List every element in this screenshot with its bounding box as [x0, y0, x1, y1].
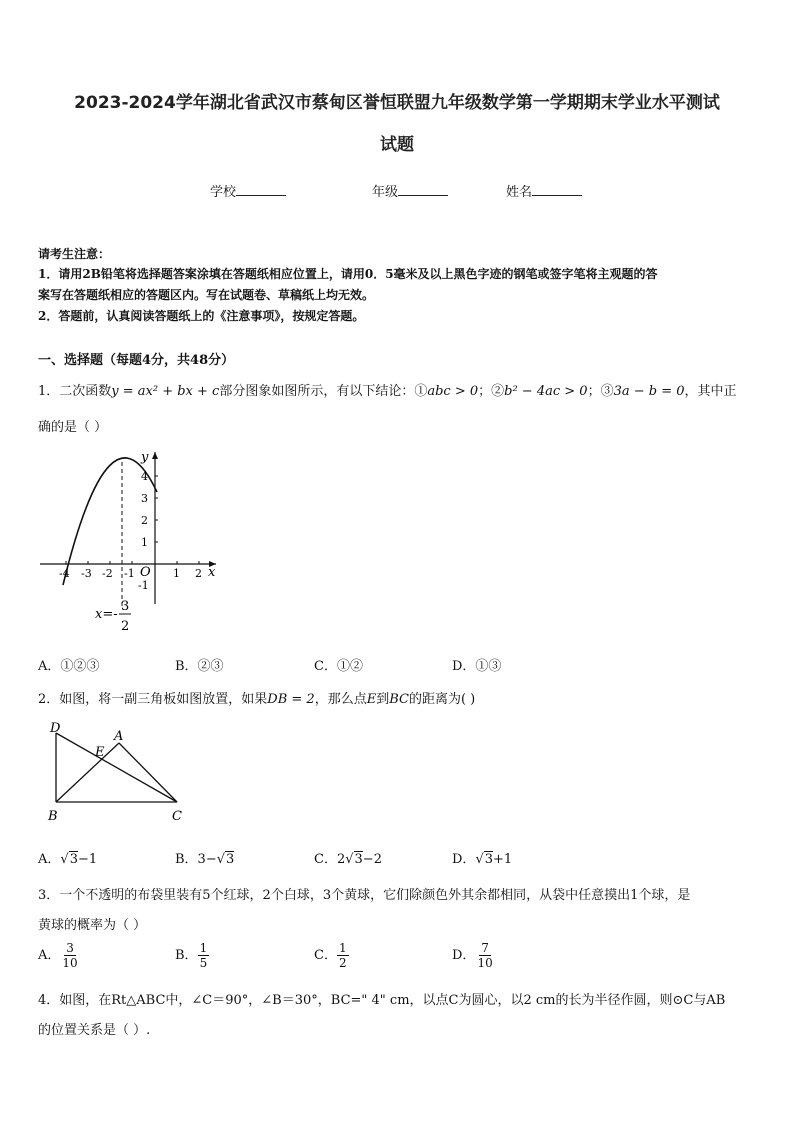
- question-1-stem: 1．二次函数y = ax² + bx + c部分图象如图所示，有以下结论：①abc > 0；②b² − 4ac > 0；③3a − b = 0，其中正: [38, 384, 737, 399]
- q1-conclusion-1: abc > 0: [427, 384, 479, 399]
- notice-heading: 请考生注意：: [38, 247, 111, 261]
- point-d-label: D: [50, 721, 61, 736]
- point-b-label: B: [48, 809, 58, 824]
- x-tick-label: -2: [102, 567, 113, 580]
- question-2-stem: 2．如图，将一副三角板如图放置，如果DB = 2，那么点E到BC的距离为( ): [38, 692, 476, 707]
- q2-condition: DB = 2: [267, 692, 315, 707]
- q1-function-expression: y = ax² + bx + c: [111, 384, 220, 399]
- y-axis-arrow: [152, 452, 158, 459]
- x-tick-label: -1: [124, 567, 135, 580]
- symmetry-fraction-num: 3: [121, 599, 130, 614]
- y-tick-label: 1: [141, 536, 148, 549]
- q2-triangles-figure: [44, 718, 194, 826]
- q2-option-d[interactable]: D．√3+1: [452, 852, 513, 867]
- q2-option-c[interactable]: C．2√3−2: [314, 852, 382, 867]
- school-label: 学校: [210, 185, 237, 200]
- question-4-stem-cont: 的位置关系是（ ）.: [38, 1023, 151, 1038]
- q1-option-c[interactable]: C．①②: [314, 659, 363, 674]
- notice-item-2: 2．答题前，认真阅读答题纸上的《注意事项》，按规定答题。: [38, 309, 365, 323]
- y-tick-label: -1: [138, 579, 149, 592]
- y-tick-label: 3: [141, 492, 148, 505]
- x-axis-label: x: [208, 565, 216, 580]
- name-blank[interactable]: [532, 183, 582, 196]
- x-tick-label: 1: [173, 567, 180, 580]
- q1-option-a[interactable]: A．①②③: [38, 659, 100, 674]
- y-axis-label: y: [141, 450, 149, 465]
- q1-conclusion-2: b² − 4ac > 0: [504, 384, 588, 399]
- point-c-label: C: [172, 809, 182, 824]
- grade-blank[interactable]: [398, 183, 448, 196]
- notice-item-1-cont: 案写在答题纸相应的答题区内。写在试题卷、草稿纸上均无效。: [38, 288, 375, 302]
- grade-label: 年级: [372, 185, 399, 200]
- section-heading: 一、选择题（每题4分，共48分）: [38, 353, 235, 368]
- school-field[interactable]: [210, 181, 286, 200]
- q1-parabola-graph: [38, 448, 228, 638]
- q3-option-d[interactable]: D． $\frac{7}{10}$: [452, 941, 493, 970]
- q2-option-a[interactable]: A．√3−1: [38, 852, 98, 867]
- y-tick-label: 4: [141, 470, 148, 483]
- q3-option-c[interactable]: C． $\frac{1}{2}$: [314, 941, 347, 970]
- point-a-label: A: [114, 729, 124, 744]
- question-1-stem-cont: 确的是（ ）: [38, 420, 108, 435]
- page-title-continued: 试题: [380, 135, 414, 155]
- name-field[interactable]: [506, 181, 582, 200]
- notice-item-1: 1．请用2B铅笔将选择题答案涂填在答题纸相应位置上，请用0．5毫米及以上黑色字迹的钢笔或签字笔将主观题的答: [38, 267, 658, 281]
- x-tick-label: -3: [81, 567, 92, 580]
- q1-conclusion-3: 3a − b = 0: [613, 384, 685, 399]
- y-tick-label: 2: [141, 514, 148, 527]
- question-3-stem: 3．一个不透明的布袋里装有5个红球，2个白球，3个黄球，它们除颜色外其余都相同，从袋中任意摸出1个球，是: [38, 888, 691, 903]
- q3-option-a[interactable]: A． $\frac{3}{10}$: [38, 941, 78, 970]
- origin-label: O: [140, 565, 151, 580]
- school-blank[interactable]: [236, 183, 286, 196]
- name-label: 姓名: [506, 185, 533, 200]
- x-tick-label: -4: [59, 567, 70, 580]
- symmetry-axis-label: x=-: [95, 607, 118, 622]
- page-title: 2023-2024学年湖北省武汉市蔡甸区誉恒联盟九年级数学第一学期期末学业水平测试: [74, 93, 720, 113]
- q1-option-b[interactable]: B．②③: [175, 659, 224, 674]
- q2-option-b[interactable]: B．3−√3: [175, 852, 235, 867]
- x-tick-label: 2: [195, 567, 202, 580]
- symmetry-fraction-den: 2: [121, 619, 130, 634]
- grade-field[interactable]: [372, 181, 448, 200]
- question-4-stem: 4．如图，在Rt△ABC中，∠C＝90°，∠B＝30°，BC=" 4" cm，以点C为圆心，以2 cm的长为半径作圆，则⊙C与AB: [38, 993, 726, 1008]
- q3-option-b[interactable]: B． $\frac{1}{5}$: [175, 941, 208, 970]
- point-e-label: E: [95, 745, 105, 760]
- q1-option-d[interactable]: D．①③: [452, 659, 502, 674]
- question-3-stem-cont: 黄球的概率为（ ）: [38, 918, 147, 933]
